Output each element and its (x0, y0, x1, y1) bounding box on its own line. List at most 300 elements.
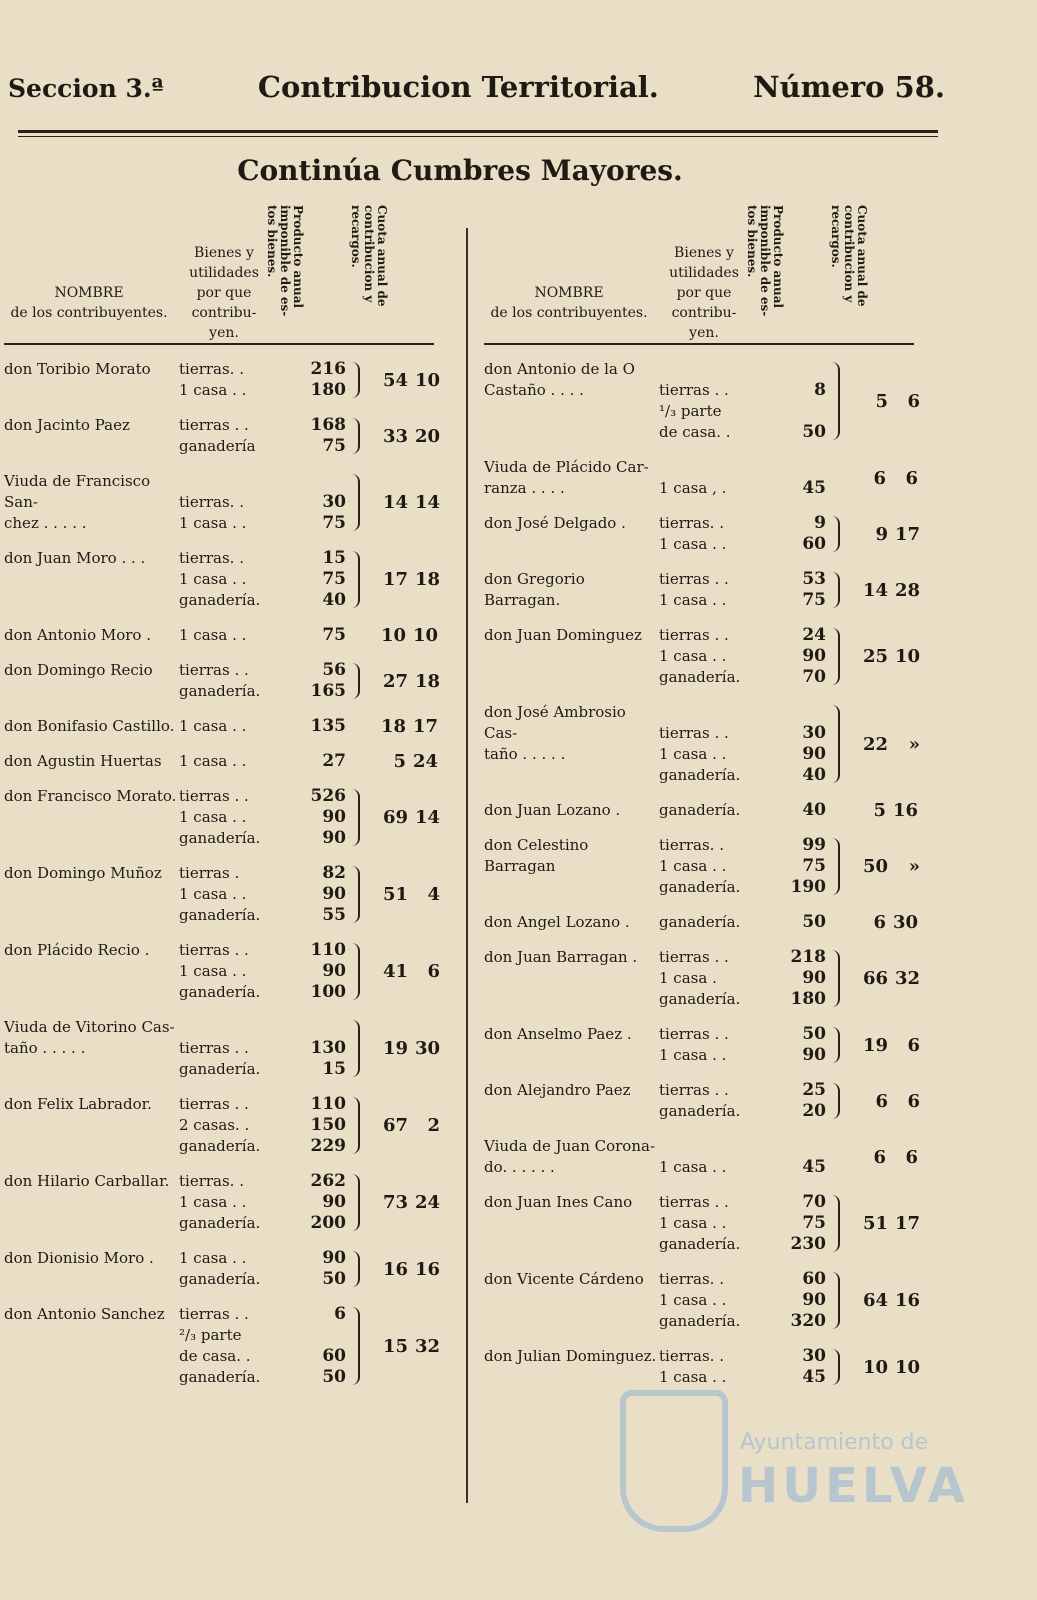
property-item: tierras . . (179, 1305, 249, 1323)
product-value: 8 (814, 380, 826, 400)
cuota-reales: 15 (382, 1335, 408, 1357)
property-item: 1 casa . . (179, 381, 247, 399)
product-value: 50 (802, 422, 826, 442)
cuota-maravedis: 16 (414, 1258, 440, 1280)
contributor-name: don Jacinto Paez (4, 416, 130, 434)
watermark-line2: HUELVA (738, 1458, 969, 1514)
cuota-reales: 54 (382, 369, 408, 391)
product-values (304, 660, 346, 702)
property-item: tierras. . (659, 1347, 724, 1365)
cuota-reales: 5 (873, 800, 886, 821)
property-item: tierras . . (659, 948, 729, 966)
page-title: Contribucion Territorial. (257, 70, 659, 104)
contributor-name: don José Delgado . (484, 514, 626, 532)
product-values (304, 1248, 346, 1290)
cuota-value (840, 625, 920, 688)
property-item: ganadería. (659, 801, 741, 819)
contributor-name: don Alejandro Paez (484, 1081, 631, 1099)
table-row (4, 1248, 454, 1290)
property-list (179, 716, 304, 737)
product-value: 60 (802, 1269, 826, 1289)
product-values (304, 1017, 346, 1080)
brace-mark (346, 1307, 360, 1385)
brace-mark (826, 1083, 840, 1119)
property-list (659, 1136, 784, 1178)
brace-mark (346, 1174, 360, 1231)
product-value: 90 (322, 961, 346, 981)
product-value: 75 (802, 1213, 826, 1233)
cuota-value (840, 702, 920, 786)
cuota-maravedis: 6 (905, 467, 918, 489)
product-value: 82 (322, 863, 346, 883)
cuota-value (838, 1136, 918, 1178)
cuota-maravedis: 28 (894, 579, 920, 601)
property-item: tierras. . (659, 1270, 724, 1288)
cuota-value (840, 1192, 920, 1255)
table-row (484, 569, 934, 611)
contributor-name: don Anselmo Paez . (484, 1025, 632, 1043)
property-list (659, 359, 784, 443)
table-row (484, 1192, 934, 1255)
property-item: 1 casa . . (179, 962, 247, 980)
cuota-reales: 33 (382, 425, 408, 447)
header-producto: Producto anual imponible de es-tos bienes. (745, 205, 785, 317)
property-item: 1 casa . . (659, 647, 727, 665)
contributor-name: don Domingo Recio (4, 661, 153, 679)
header-cuota: Cuota anual de contribucion y recargos. (829, 205, 869, 307)
header-rule-bottom (4, 343, 434, 345)
cuota-maravedis: 14 (414, 492, 440, 513)
product-values (304, 625, 346, 646)
product-values (304, 548, 346, 611)
property-list (179, 415, 304, 457)
property-list (179, 359, 304, 401)
cuota-maravedis: 24 (414, 1192, 440, 1213)
watermark-stamp (620, 1370, 969, 1550)
cuota-value (358, 625, 438, 646)
header-producto: Producto anual imponible de es-tos bienes. (265, 205, 305, 317)
product-value: 25 (802, 1080, 826, 1100)
property-item: ganadería. (179, 591, 261, 609)
cuota-maravedis: 10 (894, 1356, 920, 1378)
brace-mark (346, 789, 360, 846)
table-row (484, 835, 934, 898)
property-list (659, 1269, 784, 1332)
brace-mark (826, 572, 840, 608)
cuota-reales: 9 (875, 523, 888, 545)
brace-mark (346, 943, 360, 1000)
brace-mark (826, 362, 840, 440)
property-item: ganadería. (659, 1102, 741, 1120)
product-values (784, 912, 826, 933)
brace-mark (826, 1027, 840, 1063)
contributor-name: don Bonifasio Castillo. (4, 717, 175, 735)
contributor-name: don Hilario Carballar. (4, 1172, 170, 1190)
contributor-name: don Agustin Huertas (4, 752, 162, 770)
property-list (659, 947, 784, 1010)
property-item: tierras. . (659, 514, 724, 532)
property-item: 1 casa . . (179, 514, 247, 532)
product-value: 218 (790, 947, 826, 967)
product-value: 40 (322, 590, 346, 610)
product-values (304, 415, 346, 457)
cuota-reales: 6 (873, 1146, 886, 1168)
property-item: ganadería. (179, 829, 261, 847)
cuota-reales: 6 (873, 912, 886, 933)
cuota-maravedis: 32 (894, 968, 920, 989)
property-list (659, 569, 784, 611)
property-list (179, 660, 304, 702)
cuota-value (360, 471, 440, 534)
property-item: tierras. . (179, 360, 244, 378)
product-value: 526 (310, 786, 346, 806)
product-values (304, 471, 346, 534)
property-item: 1 casa . . (179, 1193, 247, 1211)
product-value: 70 (802, 1192, 826, 1212)
table-row (484, 1080, 934, 1122)
property-item (659, 359, 784, 380)
property-item: tierras . . (179, 1095, 249, 1113)
cuota-maravedis: » (908, 733, 920, 755)
product-value: 90 (322, 884, 346, 904)
table-row (484, 1024, 934, 1066)
product-value (784, 457, 826, 478)
product-values (784, 569, 826, 611)
cuota-maravedis: 16 (894, 1290, 920, 1311)
contributor-name: don Angel Lozano . (484, 913, 630, 931)
page-number: Número 58. (753, 70, 945, 104)
property-list (179, 1171, 304, 1234)
cuota-maravedis: 30 (414, 1038, 440, 1059)
property-item: ²/₃ parte (179, 1326, 242, 1344)
left-rows (4, 359, 454, 1388)
property-list (179, 786, 304, 849)
property-list (659, 835, 784, 898)
property-item: 1 casa . . (179, 885, 247, 903)
header-rule (18, 130, 938, 133)
cuota-value (360, 359, 440, 401)
property-item: 1 casa . . (659, 1368, 727, 1386)
product-value: 190 (790, 877, 826, 897)
property-item: tierras . . (659, 1193, 729, 1211)
cuota-reales: 6 (875, 1090, 888, 1112)
brace-mark (826, 628, 840, 685)
product-values (304, 786, 346, 849)
property-item: 2 casas. . (179, 1116, 250, 1134)
left-table (4, 205, 454, 1402)
cuota-reales: 69 (382, 807, 408, 828)
product-values (304, 1171, 346, 1234)
table-row (4, 716, 454, 737)
cuota-maravedis: 10 (894, 646, 920, 667)
property-item (659, 702, 784, 723)
contributor-name: don Antonio de la O Castaño . . . . (484, 360, 635, 399)
product-value: 75 (322, 513, 346, 533)
product-value: 55 (322, 905, 346, 925)
cuota-value (360, 1171, 440, 1234)
table-row (4, 1171, 454, 1234)
brace-mark (346, 1020, 360, 1077)
brace-mark (826, 1195, 840, 1252)
product-values (784, 1024, 826, 1066)
product-value: 180 (790, 989, 826, 1009)
product-value: 75 (322, 625, 346, 645)
table-row (4, 863, 454, 926)
product-values (784, 359, 826, 443)
header-nombre: NOMBRE de los contribuyentes. (490, 285, 648, 321)
cuota-value (838, 457, 918, 499)
product-value: 165 (310, 681, 346, 701)
cuota-value (840, 835, 920, 898)
cuota-value (360, 548, 440, 611)
contributor-name: don Juan Lozano . (484, 801, 621, 819)
product-value: 40 (802, 800, 826, 820)
contributor-name: Viuda de Vitorino Cas- taño . . . . . (4, 1018, 175, 1057)
product-value: 90 (802, 646, 826, 666)
table-row (4, 940, 454, 1003)
product-value (304, 1325, 346, 1346)
property-item: ganadería. (659, 990, 741, 1008)
brace-mark (826, 803, 838, 818)
product-value: 90 (802, 1290, 826, 1310)
property-item: tierras. . (659, 836, 724, 854)
cuota-reales: 5 (875, 390, 888, 412)
cuota-value (360, 1094, 440, 1157)
brace-mark (346, 1251, 360, 1287)
cuota-reales: 50 (862, 856, 888, 877)
product-value: 216 (310, 359, 346, 379)
product-value: 75 (802, 856, 826, 876)
product-value: 30 (802, 723, 826, 743)
property-list (659, 702, 784, 786)
cuota-value (840, 359, 920, 443)
product-values (784, 1192, 826, 1255)
property-item: ganadería. (179, 1270, 261, 1288)
product-values (304, 1304, 346, 1388)
contributor-name: don Antonio Sanchez (4, 1305, 165, 1323)
brace-mark (346, 663, 360, 699)
contributor-name: don Juan Barragan . (484, 948, 638, 966)
property-item: ganadería. (659, 1312, 741, 1330)
property-item (659, 1136, 784, 1157)
property-list (659, 1192, 784, 1255)
property-item: ganadería. (179, 1060, 261, 1078)
table-row (4, 359, 454, 401)
product-value: 50 (322, 1367, 346, 1387)
product-values (304, 716, 346, 737)
cuota-reales: 51 (382, 884, 408, 905)
contributor-name: don Felix Labrador. (4, 1095, 152, 1113)
property-list (659, 1080, 784, 1122)
brace-mark (826, 1272, 840, 1329)
crest-icon (620, 1390, 728, 1532)
cuota-maravedis: 32 (414, 1335, 440, 1357)
contributor-name: don Francisco Morato. (4, 787, 177, 805)
contributor-name: don Gregorio Barragan. (484, 570, 585, 609)
brace-mark (346, 551, 360, 608)
property-item: tierras . (179, 864, 240, 882)
table-row (484, 800, 934, 821)
property-item: ganadería. (659, 913, 741, 931)
brace-mark (826, 915, 838, 930)
cuota-value (358, 751, 438, 772)
column-divider (466, 228, 468, 1503)
contributor-name: don Dionisio Moro . (4, 1249, 154, 1267)
brace-mark (826, 705, 840, 783)
cuota-maravedis: 24 (412, 751, 438, 772)
property-item: 1 casa . . (179, 1249, 247, 1267)
property-item: ganadería. (659, 878, 741, 896)
right-table (484, 205, 934, 1402)
contributor-name: don Toribio Morato (4, 360, 151, 378)
cuota-value (840, 513, 920, 555)
property-item: tierras . . (659, 626, 729, 644)
cuota-value (360, 1017, 440, 1080)
property-item: 1 casa . . (179, 808, 247, 826)
cuota-reales: 64 (862, 1290, 888, 1311)
cuota-reales: 19 (382, 1038, 408, 1059)
product-value: 130 (310, 1038, 346, 1058)
cuota-reales: 17 (382, 569, 408, 590)
right-table-header (484, 205, 934, 345)
property-item: 1 casa , . (659, 479, 727, 497)
product-value: 90 (322, 807, 346, 827)
cuota-maravedis: 20 (414, 425, 440, 447)
product-value: 90 (322, 1192, 346, 1212)
contributor-name: Viuda de Francisco San- chez . . . . . (4, 472, 151, 532)
contributor-name: don Plácido Recio . (4, 941, 150, 959)
property-item: tierras . . (659, 381, 729, 399)
product-value: 200 (310, 1213, 346, 1233)
product-value: 9 (814, 513, 826, 533)
product-value: 100 (310, 982, 346, 1002)
table-row (4, 415, 454, 457)
property-list (179, 1094, 304, 1157)
brace-mark (826, 460, 838, 496)
cuota-value (360, 415, 440, 457)
contributor-name: don Juan Ines Cano (484, 1193, 633, 1211)
cuota-maravedis: 10 (414, 369, 440, 391)
property-item: 1 casa . . (659, 1291, 727, 1309)
product-value: 230 (790, 1234, 826, 1254)
property-item: 1 casa . . (659, 857, 727, 875)
brace-mark (826, 838, 840, 895)
cuota-value (360, 1248, 440, 1290)
property-item: tierras . . (659, 1025, 729, 1043)
table-row (484, 1136, 934, 1178)
header-rule-thin (18, 136, 938, 137)
product-values (304, 751, 346, 772)
property-item: 1 casa . . (659, 1158, 727, 1176)
property-item: ganadería (179, 437, 256, 455)
property-list (179, 548, 304, 611)
property-item: 1 casa . . (179, 626, 247, 644)
property-item: ganadería. (659, 668, 741, 686)
cuota-maravedis: 6 (907, 390, 920, 412)
product-value: 53 (802, 569, 826, 589)
property-item: ganadería. (179, 1214, 261, 1232)
property-list (179, 1017, 304, 1080)
table-row (484, 947, 934, 1010)
brace-mark (346, 754, 358, 769)
property-item: ganadería. (659, 766, 741, 784)
property-item (179, 1017, 304, 1038)
cuota-reales: 22 (862, 733, 888, 755)
property-list (659, 800, 784, 821)
product-value: 24 (802, 625, 826, 645)
property-list (659, 457, 784, 499)
cuota-maravedis: 10 (412, 625, 438, 646)
property-item: 1 casa . . (659, 535, 727, 553)
product-value (784, 359, 826, 380)
contributor-name: don Celestino Barragan (484, 836, 589, 875)
cuota-maravedis: 18 (414, 569, 440, 590)
table-row (484, 457, 934, 499)
product-value: 90 (322, 1248, 346, 1268)
contributor-name: Viuda de Plácido Car- ranza . . . . (484, 458, 649, 497)
product-value: 15 (322, 1059, 346, 1079)
brace-mark (346, 719, 358, 734)
cuota-reales: 25 (862, 646, 888, 667)
product-values (304, 863, 346, 926)
product-value (304, 1017, 346, 1038)
property-item: ¹/₃ parte (659, 402, 722, 420)
brace-mark (346, 418, 360, 454)
brace-mark (346, 474, 360, 531)
cuota-maravedis: 2 (427, 1115, 440, 1136)
product-value: 6 (334, 1304, 346, 1324)
cuota-maravedis: 6 (907, 1034, 920, 1056)
property-item: 1 casa . (659, 969, 717, 987)
table-row (4, 660, 454, 702)
property-item: ganadería. (179, 906, 261, 924)
cuota-reales: 66 (862, 968, 888, 989)
brace-mark (826, 950, 840, 1007)
table-row (4, 471, 454, 534)
product-value (784, 1136, 826, 1157)
cuota-value (360, 940, 440, 1003)
header-bienes: Bienes y utilidades por que contribu- yen. (189, 245, 259, 341)
property-list (179, 1248, 304, 1290)
cuota-value (840, 947, 920, 1010)
product-value: 135 (310, 716, 346, 736)
header-nombre: NOMBRE de los contribuyentes. (10, 285, 168, 321)
cuota-maravedis: 14 (414, 807, 440, 828)
cuota-reales: 6 (873, 467, 886, 489)
product-value (784, 702, 826, 723)
product-values (784, 1136, 826, 1178)
property-list (179, 471, 304, 534)
product-value: 50 (802, 912, 826, 932)
property-item: ganadería. (179, 983, 261, 1001)
product-values (784, 702, 826, 786)
cuota-value (360, 786, 440, 849)
cuota-maravedis: 30 (892, 912, 918, 933)
property-item: ganadería. (179, 682, 261, 700)
product-value: 45 (802, 1157, 826, 1177)
product-values (784, 835, 826, 898)
cuota-reales: 18 (380, 716, 406, 737)
watermark-line1: Ayuntamiento de (740, 1430, 929, 1455)
product-value: 90 (802, 968, 826, 988)
property-item: tierras . . (659, 570, 729, 588)
property-item: tierras . . (659, 724, 729, 742)
brace-mark (346, 628, 358, 643)
brace-mark (346, 362, 360, 398)
product-value: 60 (322, 1346, 346, 1366)
right-rows (484, 359, 934, 1388)
table-row (4, 548, 454, 611)
